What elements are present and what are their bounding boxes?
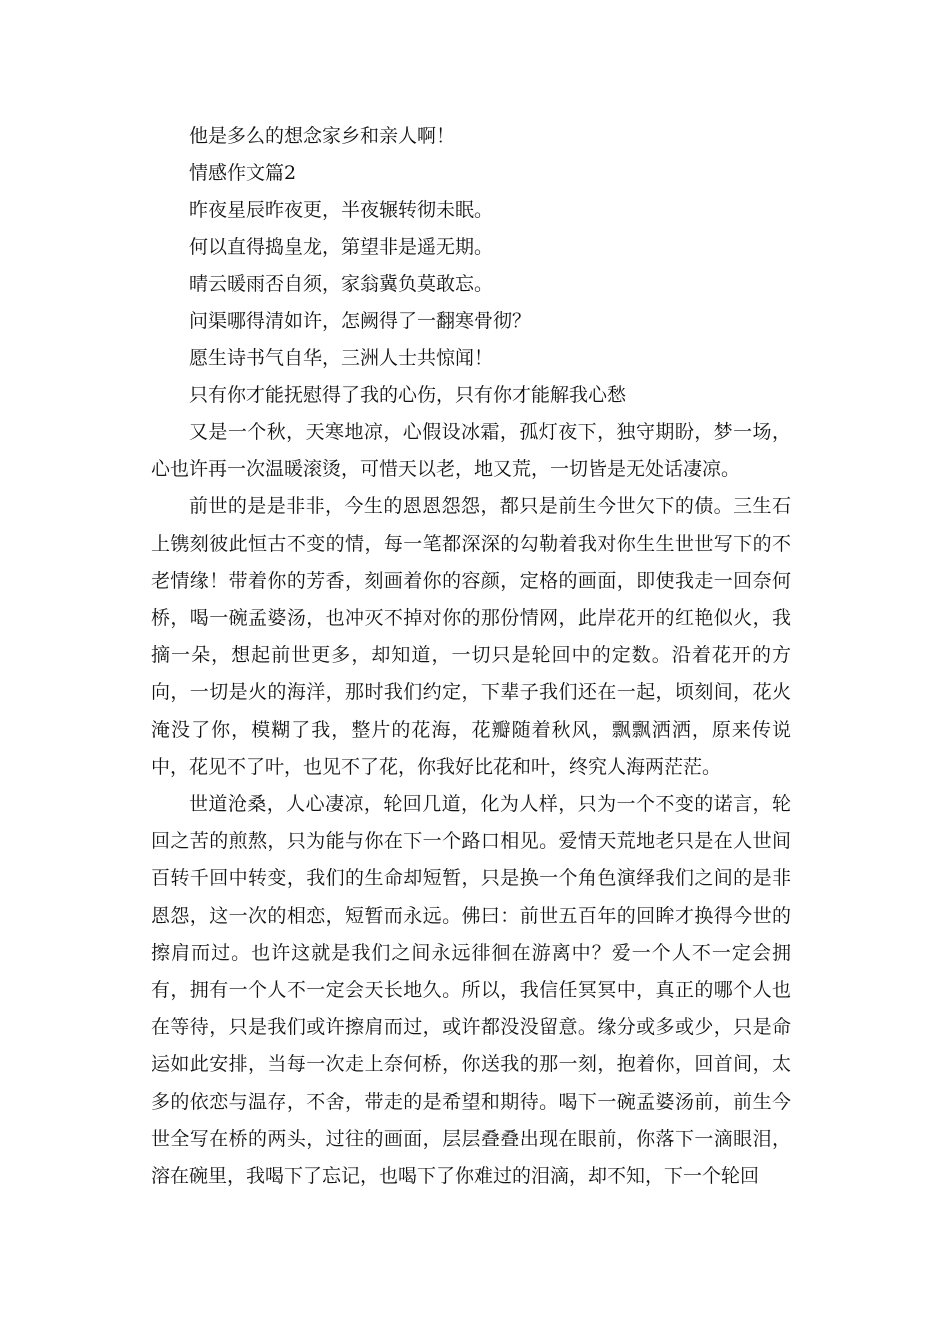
- poem-line: 晴云暖雨否自须，家翁冀负莫敢忘。: [189, 273, 494, 295]
- poem-closing-line: 他是多么的想念家乡和亲人啊！: [189, 125, 456, 147]
- poem-line: 问渠哪得清如许，怎阙得了一翻寒骨彻？: [189, 310, 532, 332]
- poem-line: 昨夜星辰昨夜更，半夜辗转彻未眠。: [189, 199, 494, 221]
- poem-line: 何以直得捣皇龙，第望非是遥无期。: [189, 236, 494, 258]
- section-heading: 情感作文篇2: [189, 162, 297, 184]
- paragraph: 又是一个秋，天寒地凉，心假设冰霜，孤灯夜下，独守期盼，梦一场，心也许再一次温暖滚烫，可惜天以老，地又荒，一切皆是无处话凄凉。: [151, 421, 791, 481]
- paragraph: 前世的是是非非，今生的恩恩怨怨，都只是前生今世欠下的债。三生石上镌刻彼此恒古不变的情，每一笔都深深的勾勒着我对你生生世世写下的不老情缘！带着你的芳香，刻画着你的容颜，定格的画面，即使我走一回奈何桥，喝一碗孟婆汤，也冲灭不掉对你的那份情网，此岸花开的红艳似火，我摘一朵，想起前世更多，却知道，一切只是轮回中的定数。沿着花开的方向，一切是火的海洋，那时我们约定，下辈子我们还在一起，顷刻间，花火淹没了你，模糊了我，整片的花海，花瓣随着秋风，飘飘洒洒，原来传说中，花见不了叶，也见不了花，你我好比花和叶，终究人海两茫茫。: [151, 495, 791, 778]
- essay-subtitle: 只有你才能抚慰得了我的心伤，只有你才能解我心愁: [189, 384, 627, 406]
- document-body: [151, 118, 791, 1195]
- paragraph: 世道沧桑，人心凄凉，轮回几道，化为人样，只为一个不变的诺言，轮回之苦的煎熬，只为能与你在下一个路口相见。爱情天荒地老只是在人世间百转千回中转变，我们的生命却短暂，只是换一个角色演绎我们之间的是非恩怨，这一次的相恋，短暂而永远。佛曰：前世五百年的回眸才换得今世的擦肩而过。也许这就是我们之间永远徘徊在游离中？爱一个人不一定会拥有，拥有一个人不一定会天长地久。所以，我信任冥冥中，真正的哪个人也在等待，只是我们或许擦肩而过，或许都没没留意。缘分或多或少，只是命运如此安排，当每一次走上奈何桥，你送我的那一刻，抱着你，回首间，太多的依恋与温存，不舍，带走的是希望和期待。喝下一碗孟婆汤前，前生今世全写在桥的两头，过往的画面，层层叠叠出现在眼前，你落下一滴眼泪，溶在碗里，我喝下了忘记，也喝下了你难过的泪滴，却不知，下一个轮回: [151, 793, 791, 1188]
- poem-line: 愿生诗书气自华，三洲人士共惊闻！: [189, 347, 494, 369]
